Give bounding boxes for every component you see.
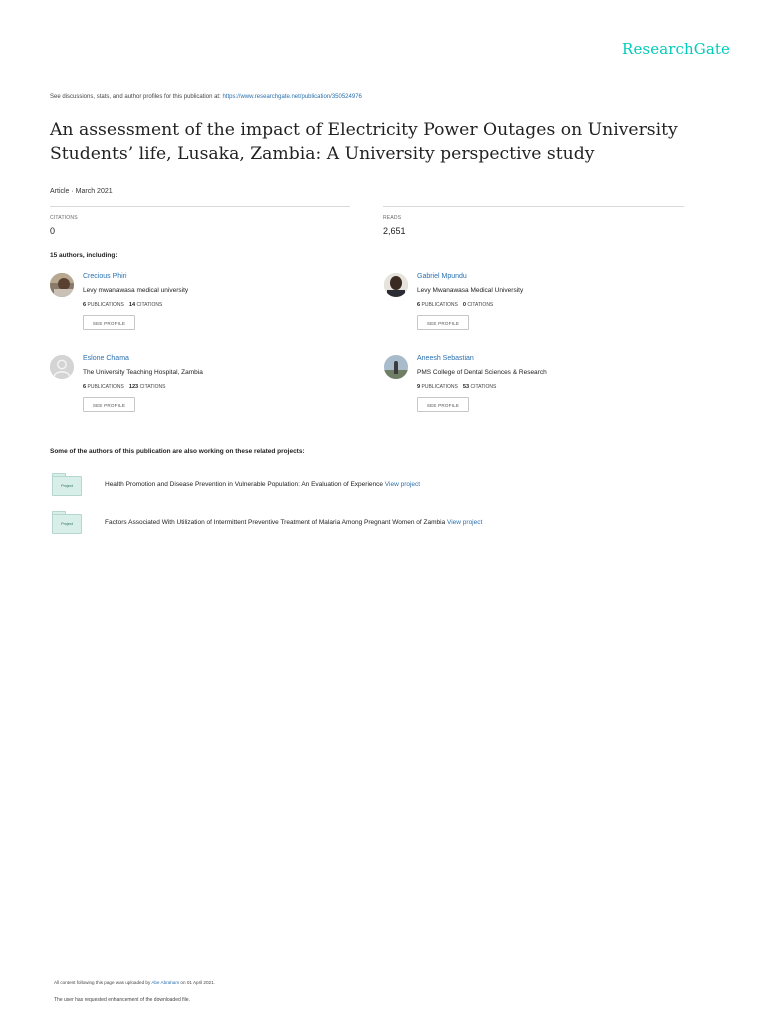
view-project-link[interactable]: View project: [384, 481, 421, 488]
citations-divider: [50, 206, 350, 207]
reads-divider: [383, 206, 684, 207]
researchgate-logo[interactable]: ResearchGate: [622, 40, 730, 58]
publications-count: 6: [83, 384, 87, 390]
citations-count: 14: [128, 302, 136, 308]
uploader-link[interactable]: Abe Abraham: [151, 980, 180, 985]
publications-label: PUBLICATIONS: [87, 384, 124, 390]
project-title-text: Health Promotion and Disease Prevention in Vulnerable Population: An Evaluation of Experience: [105, 481, 385, 488]
upload-note: [54, 980, 215, 985]
citations-label: CITATIONS: [467, 302, 494, 308]
citations-label: CITATIONS: [470, 384, 497, 390]
citations-label: CITATIONS: [139, 384, 166, 390]
project-item: [50, 473, 710, 499]
citations-value: 0: [50, 226, 56, 236]
author-card: [384, 273, 684, 345]
author-stats: [417, 302, 493, 308]
reads-value: 2,651: [383, 226, 406, 236]
author-name-link[interactable]: Aneesh Sebastian: [417, 355, 474, 362]
project-title: [105, 481, 420, 488]
author-card: [384, 355, 684, 427]
see-profile-button[interactable]: SEE PROFILE: [417, 315, 469, 330]
project-badge: Project: [52, 514, 82, 534]
citations-count: 53: [462, 384, 470, 390]
default-user-icon: [50, 355, 74, 379]
avatar-photo-icon: [50, 273, 74, 297]
publications-count: 6: [83, 302, 87, 308]
see-profile-button[interactable]: SEE PROFILE: [417, 397, 469, 412]
author-avatar-photo[interactable]: [384, 273, 408, 297]
citations-count: 123: [128, 384, 139, 390]
author-institution: Levy mwanawasa medical university: [83, 287, 189, 294]
publication-url-link[interactable]: https://www.researchgate.net/publication/350524976: [222, 94, 362, 100]
project-title-text: Factors Associated With Utilization of Intermittent Preventive Treatment of Malaria Among Pregnant Women of Zambia: [105, 519, 448, 526]
author-stats: [417, 384, 496, 390]
author-institution: PMS College of Dental Sciences & Research: [417, 369, 547, 376]
see-profile-button[interactable]: SEE PROFILE: [83, 315, 135, 330]
publications-label: PUBLICATIONS: [421, 384, 458, 390]
author-stats: [83, 384, 166, 390]
publications-count: 9: [417, 384, 421, 390]
discussion-text: See discussions, stats, and author profiles for this publication at:: [50, 94, 223, 100]
author-name-link[interactable]: Eslone Chama: [83, 355, 129, 362]
author-card: [50, 355, 350, 427]
project-title: [105, 519, 482, 526]
enhancement-note: The user has requested enhancement of the downloaded file.: [54, 997, 190, 1003]
author-avatar-photo[interactable]: [384, 355, 408, 379]
avatar-photo-icon: [384, 355, 408, 379]
reads-label: READS: [383, 215, 402, 221]
author-card: [50, 273, 350, 345]
see-profile-button[interactable]: SEE PROFILE: [83, 397, 135, 412]
citations-count: 0: [462, 302, 466, 308]
publications-label: PUBLICATIONS: [421, 302, 458, 308]
author-avatar-photo[interactable]: [50, 273, 74, 297]
projects-heading: Some of the authors of this publication are also working on these related projects:: [50, 448, 305, 455]
citations-label: CITATIONS: [136, 302, 163, 308]
publication-meta: Article · March 2021: [50, 188, 113, 195]
authors-heading: 15 authors, including:: [50, 252, 118, 259]
author-stats: [83, 302, 162, 308]
project-folder-icon: [52, 511, 82, 533]
publications-count: 6: [417, 302, 421, 308]
project-folder-icon: [52, 473, 82, 495]
project-badge: Project: [52, 476, 82, 496]
project-item: [50, 511, 710, 537]
upload-prefix: All content following this page was uploaded by: [54, 980, 152, 985]
publication-title: An assessment of the impact of Electricity Power Outages on University Students’ life, Lusaka, Zambia: A University perspective study: [50, 120, 678, 164]
avatar-photo-icon: [384, 273, 408, 297]
view-project-link[interactable]: View project: [447, 519, 483, 526]
author-institution: The University Teaching Hospital, Zambia: [83, 369, 203, 376]
author-name-link[interactable]: Crecious Phiri: [83, 273, 127, 280]
author-name-link[interactable]: Gabriel Mpundu: [417, 273, 467, 280]
author-institution: Levy Mwanawasa Medical University: [417, 287, 524, 294]
author-avatar-placeholder[interactable]: [50, 355, 74, 379]
upload-suffix: on 01 April 2021.: [179, 980, 215, 985]
discussion-line: [50, 94, 362, 100]
citations-label: CITATIONS: [50, 215, 78, 221]
publications-label: PUBLICATIONS: [87, 302, 124, 308]
